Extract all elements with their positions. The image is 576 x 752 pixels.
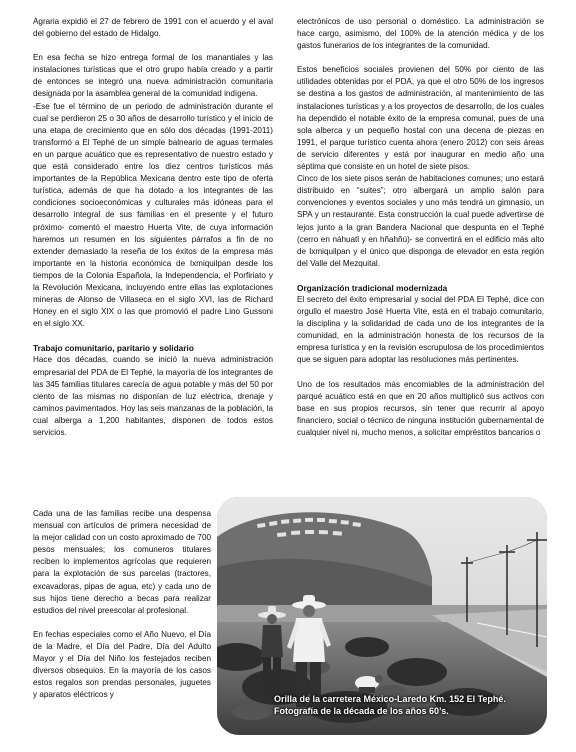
- photo-caption: [274, 694, 544, 717]
- caption-line: Orilla de la carretera México-Laredo Km. 152 El Tephé.: [274, 694, 506, 704]
- section-heading: Organización tradicional modernizada: [297, 282, 448, 293]
- paragraph: En fechas especiales como el Año Nuevo, el Día de la Madre, el Día del Padre, Día del Adulto Mayor y el Día del Niño los festejados reciben diversos obsequios. En la mayoría de los casos estos regalos son prendas personales, juguetes y aparatos eléctricos y: [33, 629, 211, 700]
- paragraph: electrónicos de uso personal o doméstico. La administración se hace cargo, asimismo, del 100% de la atención médica y de los gastos funerarios de los integrantes de la comunidad.: [297, 17, 544, 51]
- paragraph: En esa fecha se hizo entrega formal de los manantiales y las instalaciones turísticas que el otro grupo había creado y a partir de entonces se integró una nueva administración comunitaria designada por la asamblea general de la comunidad indígena.: [33, 53, 273, 99]
- section-heading: Trabajo comunitario, paritario y solidario: [33, 343, 194, 354]
- paragraph: El secreto del éxito empresarial y social del PDA El Tephé, dice con orgullo el maestro José Huerta Vite, está en el trabajo comunitario, la disciplina y la solidaridad de cada uno de los integrantes de la comunidad, en la administración honesta de los recursos de la empresa turística y en la revisión escrupulosa de los procedimientos que se siguen para adoptar las resoluciones más pertinentes.: [297, 294, 544, 365]
- caption-line: Fotografía de la década de los años 60’s.: [274, 705, 449, 716]
- paragraph: -Ese fue el término de un periodo de administración durante el cual se perdieron 25 o 30 años de desarrollo turístico y el inicio de una etapa de crecimiento que en sólo dos décadas (1991-2011) transformó a El Tephé de un simple balneario de aguas termales en un parque acuático que es representativo de nuestro estado y que está considerado entre los diez centros turísticos más importantes de la República Mexicana dentro este tipo de oferta turística, además de que ha dotado a los integrantes de las condiciones socioeconómicas y culturales más idóneas para el desarrollo integral de sus familias en el presente y el futuro próximo- comentó el maestro Huerta Vite, de cuya información haremos un resumen en los siguientes párrafos a fin de no extender demasiado la reseña de los éxitos de la empresa más importante en la historia económica de Ixmiquilpan desde los tiempos de la Colonia Española, la Independencia, el Porfiriato y la Revolución Mexicana, incluyendo entre ellas las explotaciones mineras de Alonso de Villaseca en el siglo XVI, las de Richard Honey en el siglo XIX o las que promovió el padre Lino Gussoni en el siglo XX.: [33, 101, 273, 329]
- paragraph: Uno de los resultados más encomiables de la administración del parqué acuático está en que en 20 años multiplicó sus activos con base en sus propios recursos, sin tener que recurrir al apoyo financiero, social o técnico de ninguna institución gubernamental de cualquier nivel ni, mucho menos, a solicitar empréstitos bancarios o: [297, 379, 544, 437]
- right-column: [297, 16, 544, 451]
- paragraph: Estos beneficios sociales provienen del 50% por ciento de las utilidades obtenidas por el PDA, ya que el otro 50% de los ingresos se destina a los gastos de administración, al mantenimiento de las instalaciones turísticas y a los proyectos de desarrollo, de los cuales ha dependido el notable éxito de la empresa comunal, pues de una sola alberca y un pequeño hostal con una decena de piezas en 1991, el parque turístico cuenta ahora (enero 2012) con seis áreas de servicio diferentes y está por inaugurar en medio año una séptima que consiste en un hotel de siete pisos.: [297, 65, 544, 172]
- paragraph: Cada una de las familias recibe una despensa mensual con artículos de primera necesidad de la mejor calidad con un costo aproximado de 700 pesos mensuales; los comuneros titulares reciben lo implementos agrícolas que requieren para la explotación de sus parcelas (tractores, excavadoras, pipas de agua, etc) y cada uno de sus hijos tiene derecho a becas para realizar estudios del nivel preescolar al profesional.: [33, 509, 211, 615]
- paragraph: Cinco de los siete pisos serán de habitaciones comunes; uno estará distribuido en “suites”; otro albergará un amplio salón para convenciones y eventos sociales y uno más tendrá un gimnasio, un SPA y un restaurante. Esta construcción la cual puede advertirse de lejos junto a la gran Bandera Nacional que despunta en el Tephé (cerro en náhuatl y en hñahñú)- se convertirá en el edificio más alto de Ixmiquilpan y el único que disponga de elevador en esta región del Valle del Mezquital.: [297, 174, 544, 268]
- left-bottom-column: [33, 508, 211, 713]
- paragraph: Agraria expidió el 27 de febrero de 1991 con el acuerdo y el aval del gobierno del estado de Hidalgo.: [33, 17, 273, 39]
- left-column: [33, 16, 273, 451]
- paragraph: Hace dos décadas, cuando se inició la nueva administración empresarial del PDA de El Tephé, la mayoría de los integrantes de las 345 familias titulares carecía de agua potable y más del 50 por ciento de las mismas no disponían de luz eléctrica, drenaje y caminos pavimentados. Hoy las seis manzanas de la población, la cual alberga a 1,200 habitantes, disponen de todos estos servicios.: [33, 355, 273, 437]
